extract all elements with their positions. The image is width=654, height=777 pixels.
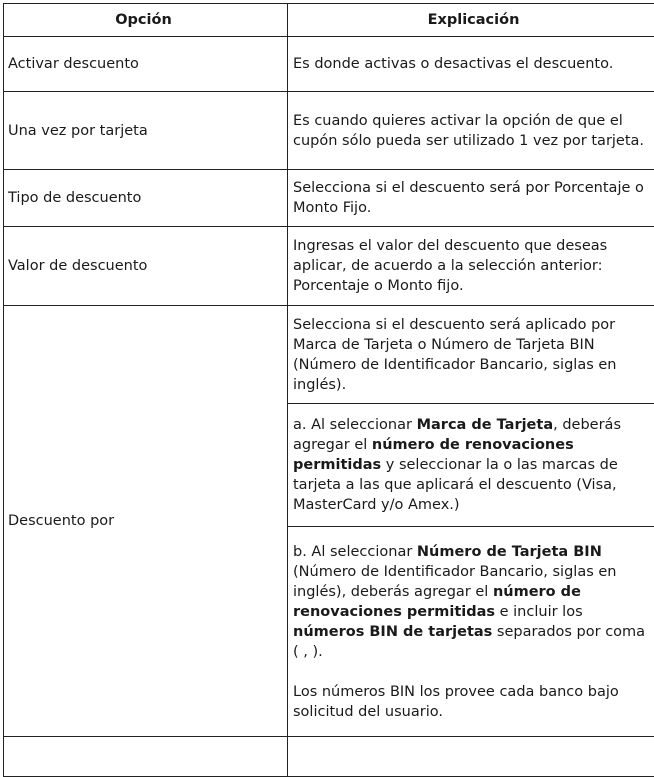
options-table [3, 3, 654, 777]
explanation-cell: Ingresas el valor del descuento que deseas aplicar, de acuerdo a la selección anterior: Porcentaje o Monto fijo. [288, 227, 654, 306]
header-option: Opción [4, 4, 288, 37]
table-row [4, 92, 654, 170]
table-row [4, 306, 654, 404]
table-row-partial [4, 737, 654, 777]
option-cell: Una vez por tarjeta [4, 92, 288, 170]
explanation-cell-bin [288, 527, 654, 737]
header-explanation: Explicación [288, 4, 654, 37]
bin-note: Los números BIN los provee cada banco bajo solicitud del usuario. [293, 682, 654, 722]
table-row [4, 227, 654, 306]
option-cell: Tipo de descuento [4, 170, 288, 227]
explanation-cell: Selecciona si el descuento será aplicado por Marca de Tarjeta o Número de Tarjeta BIN (Número de Identificador Bancario, siglas en inglés). [288, 306, 654, 404]
empty-cell [288, 737, 654, 777]
empty-cell [4, 737, 288, 777]
option-cell: Valor de descuento [4, 227, 288, 306]
table-row [4, 37, 654, 92]
table-row [4, 170, 654, 227]
explanation-cell: Es donde activas o desactivas el descuento. [288, 37, 654, 92]
option-cell: Descuento por [4, 306, 288, 737]
option-cell: Activar descuento [4, 37, 288, 92]
explanation-cell-marca: a. Al seleccionar Marca de Tarjeta, deberás agregar el número de renovaciones permitidas y seleccionar la o las marcas de tarjeta a las que aplicará el descuento (Visa, MasterCard y/o Amex.) [288, 404, 654, 527]
header-row [4, 4, 654, 37]
explanation-cell: Selecciona si el descuento será por Porcentaje o Monto Fijo. [288, 170, 654, 227]
explanation-cell: Es cuando quieres activar la opción de que el cupón sólo pueda ser utilizado 1 vez por tarjeta. [288, 92, 654, 170]
bin-paragraph: b. Al seleccionar Número de Tarjeta BIN (Número de Identificador Bancario, siglas en inglés), deberás agregar el número de renovaciones permitidas e incluir los números BIN de tarjetas separados por coma ( , ). [293, 542, 654, 662]
